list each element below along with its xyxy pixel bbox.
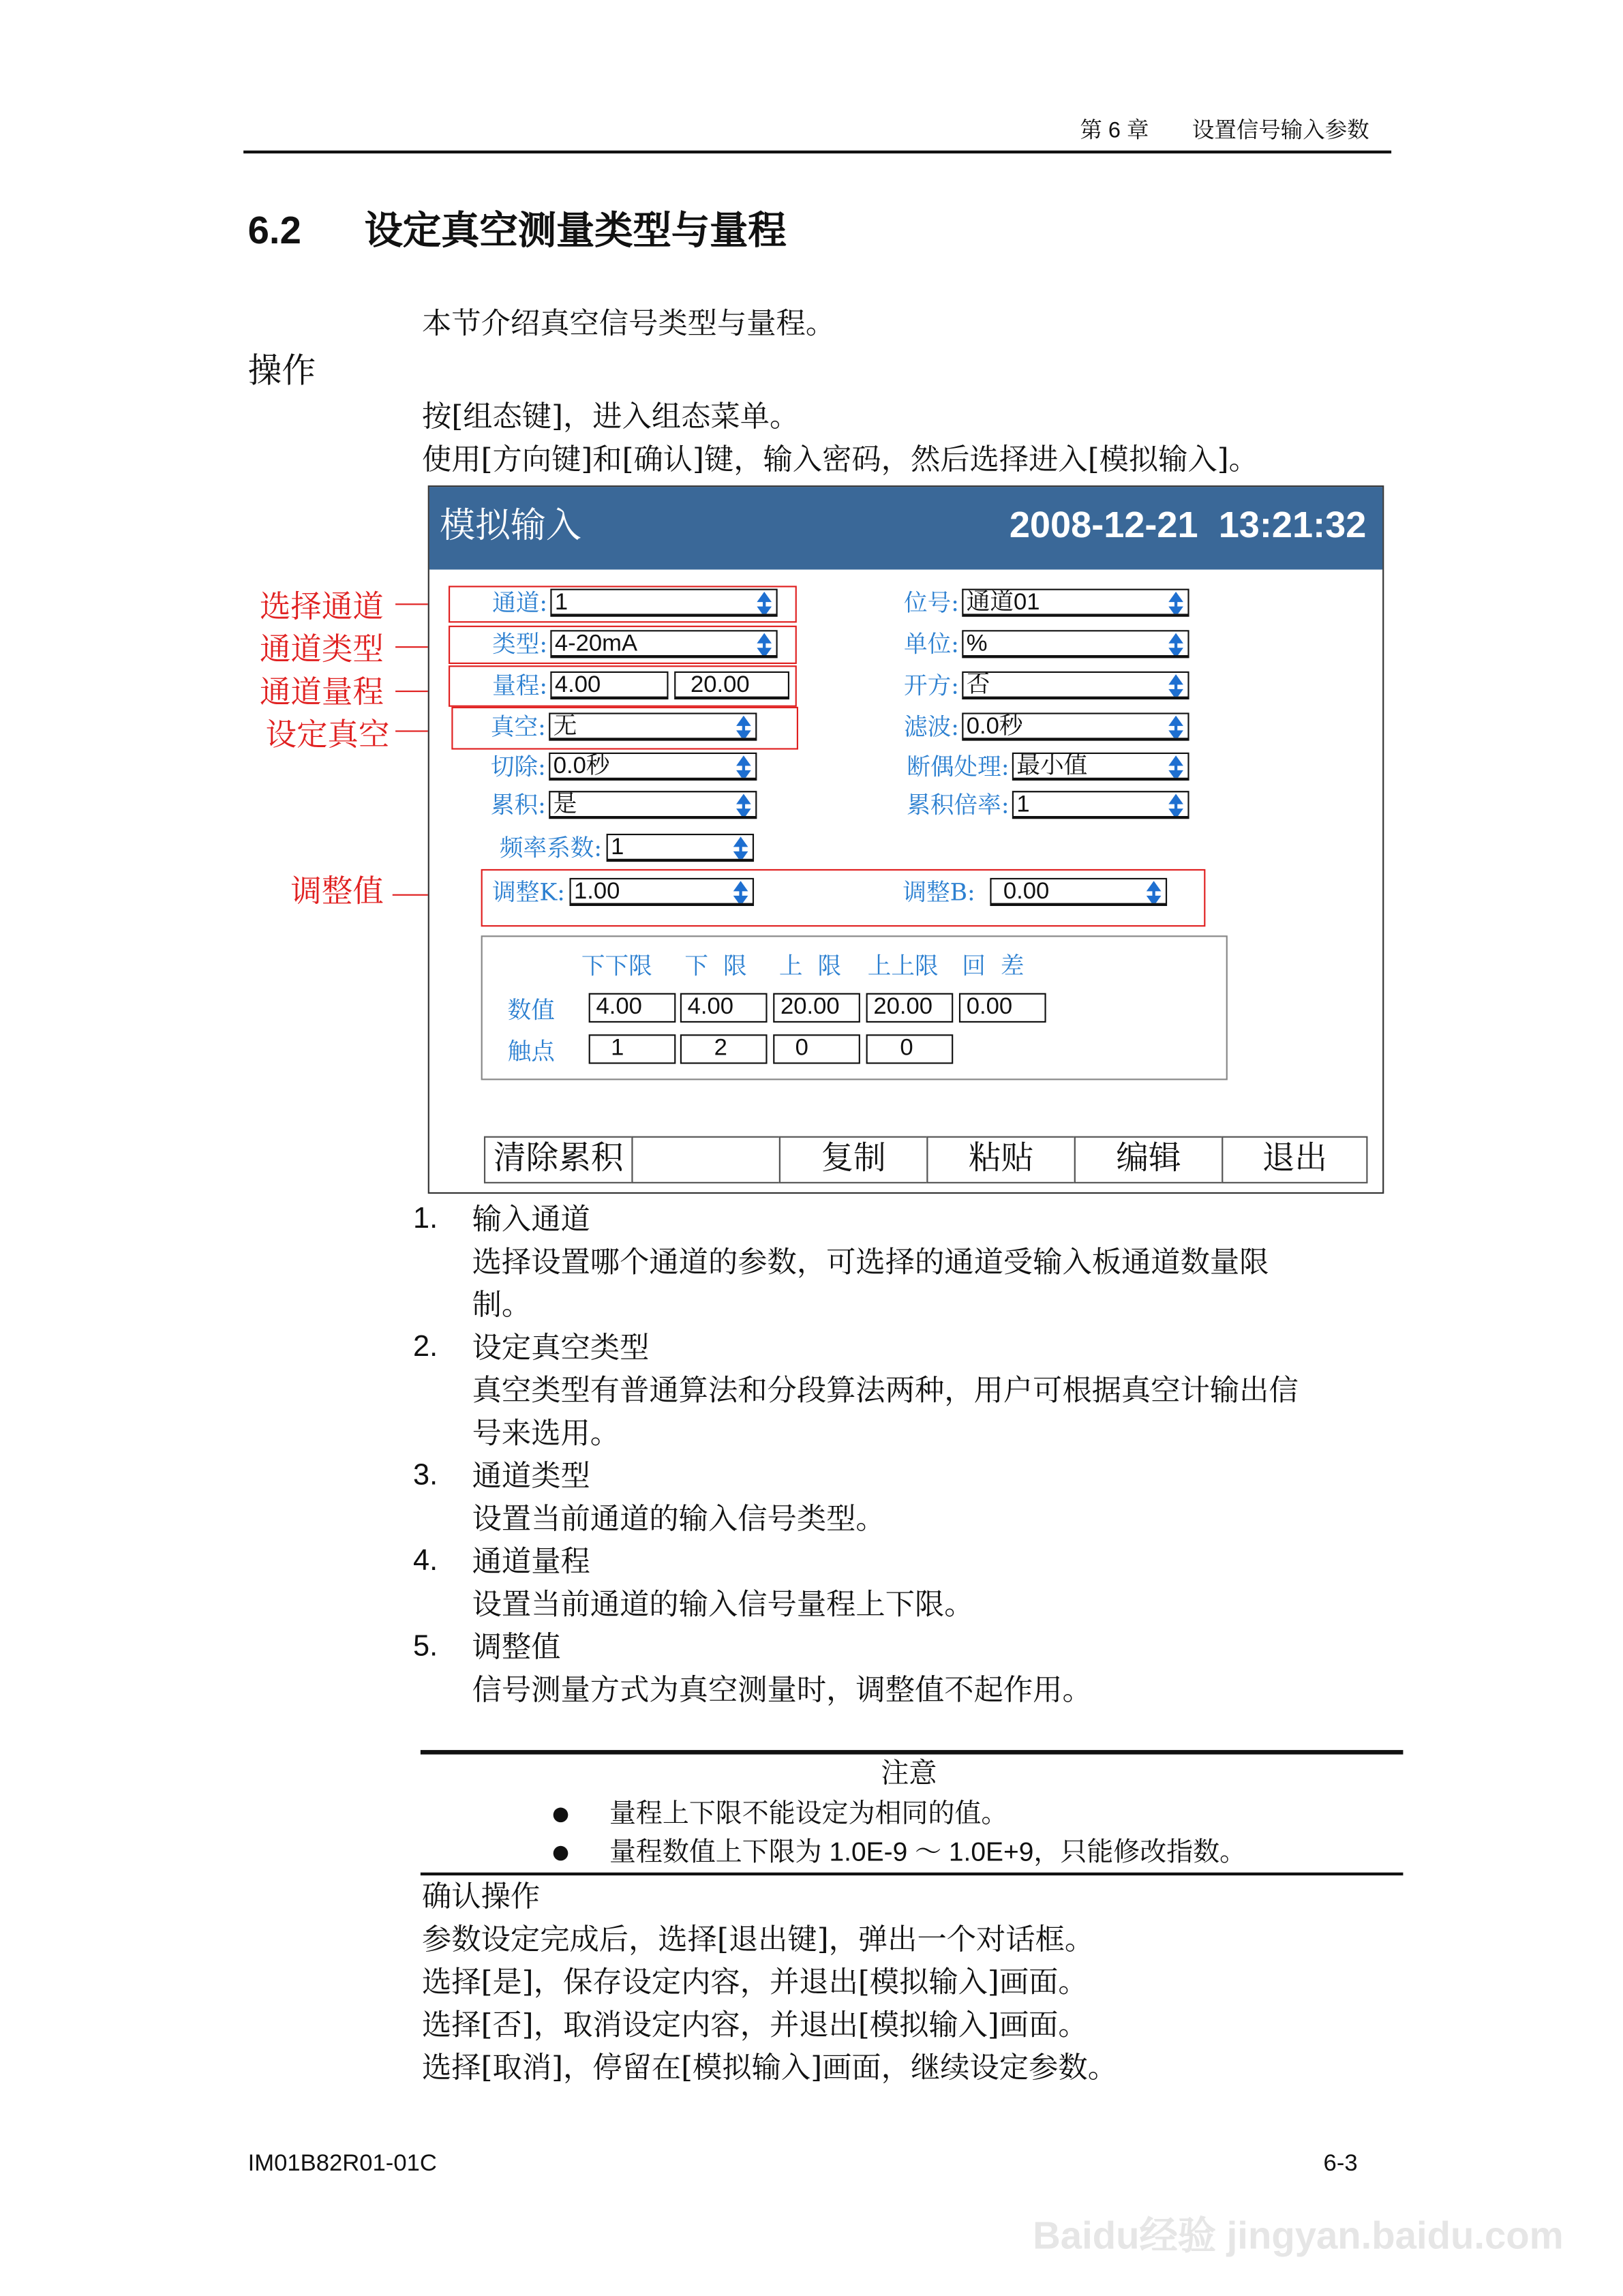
spinner-arrows-icon[interactable] — [1167, 714, 1185, 741]
annotation-channel-range: 通道量程 — [259, 674, 384, 710]
screen-title-bar — [429, 487, 1382, 569]
highlight-box — [449, 626, 797, 664]
watermark: Baidu经验 jingyan.baidu.com — [1033, 2213, 1564, 2258]
alarm-contact-input[interactable]: 0 — [773, 1034, 860, 1063]
field-value: 是 — [553, 792, 577, 818]
field-value: 通道01 — [966, 590, 1040, 616]
list-description: 设置当前通道的输入信号量程上下限。 — [472, 1586, 974, 1622]
spinner-arrows-icon[interactable] — [1167, 590, 1185, 617]
spinner-arrows-icon[interactable] — [735, 792, 753, 819]
list-title: 通道量程 — [472, 1543, 590, 1580]
step-text: 按[组态键]，进入组态菜单。 — [422, 398, 800, 434]
field-label: 类型: — [492, 630, 548, 659]
alarm-contact-input[interactable]: 1 — [589, 1034, 676, 1063]
list-number: 5. — [413, 1630, 438, 1663]
note-top-rule — [421, 1750, 1404, 1754]
highlight-box — [449, 586, 797, 622]
field-value: 1 — [554, 590, 568, 616]
field-label: 位号: — [903, 588, 959, 617]
annotation-channel-type: 通道类型 — [259, 631, 384, 667]
page-title: 设定真空测量类型与量程 — [364, 208, 787, 253]
field-label: 通道: — [492, 588, 548, 617]
field-input[interactable] — [549, 753, 757, 781]
field-label: 开方: — [903, 671, 959, 699]
row-label-value: 数值 — [507, 996, 555, 1025]
note-bottom-rule — [421, 1873, 1404, 1875]
field-input[interactable] — [962, 589, 1189, 617]
list-description: 号来选用。 — [472, 1415, 620, 1451]
screen-title: 模拟输入 — [440, 504, 581, 546]
intro-text: 本节介绍真空信号类型与量程。 — [422, 305, 836, 341]
field-value: 20.00 — [690, 673, 750, 698]
softkey-button-6[interactable]: 退出 — [1222, 1136, 1367, 1183]
screen-datetime: 2008-12-21 13:21:32 — [1009, 504, 1367, 546]
annotation-vacuum: 设定真空 — [265, 716, 390, 753]
field-label: 累积倍率: — [907, 791, 1010, 819]
bullet-icon — [553, 1846, 568, 1861]
list-number: 3. — [413, 1459, 438, 1492]
list-title: 通道类型 — [472, 1457, 590, 1494]
spinner-arrows-icon[interactable] — [1167, 792, 1185, 819]
note-item: 量程上下限不能设定为相同的值。 — [609, 1798, 1008, 1828]
field-value: 1 — [1016, 792, 1030, 818]
alarm-value-input[interactable]: 0.00 — [959, 993, 1046, 1023]
field-value: 0.0秒 — [966, 714, 1023, 740]
field-value: 0.0秒 — [553, 754, 610, 779]
field-input[interactable] — [1012, 753, 1189, 781]
list-title: 设定真空类型 — [472, 1329, 650, 1365]
field-input[interactable] — [607, 834, 754, 862]
list-title: 调整值 — [472, 1629, 561, 1665]
field-value: % — [966, 631, 988, 657]
annotation-select-channel: 选择通道 — [259, 588, 384, 624]
field-value: 否 — [966, 673, 990, 698]
field-value: 最小值 — [1016, 754, 1088, 779]
list-description: 制。 — [472, 1286, 532, 1323]
list-description: 选择设置哪个通道的参数，可选择的通道受输入板通道数量限 — [472, 1243, 1269, 1280]
alarm-value-input[interactable]: 20.00 — [866, 993, 954, 1023]
annotation-adjust: 调整值 — [290, 873, 384, 909]
list-title: 输入通道 — [472, 1200, 590, 1237]
confirm-heading: 确认操作 — [422, 1881, 541, 1914]
list-number: 2. — [413, 1331, 438, 1363]
field-label: 单位: — [903, 630, 959, 659]
field-input[interactable] — [1012, 791, 1189, 819]
list-description: 设置当前通道的输入信号类型。 — [472, 1500, 885, 1537]
column-header: 上 限 — [778, 952, 842, 980]
alarm-settings-panel — [481, 935, 1228, 1080]
note-title: 注意 — [881, 1759, 937, 1790]
confirm-line: 选择[取消]，停留在[模拟输入]画面，继续设定参数。 — [422, 2049, 1117, 2085]
softkey-button-4[interactable]: 粘贴 — [926, 1136, 1076, 1183]
doc-id: IM01B82R01-01C — [247, 2151, 437, 2177]
field-input[interactable] — [962, 671, 1189, 699]
section-label: 设置信号输入参数 — [1192, 118, 1369, 143]
list-number: 1. — [413, 1203, 438, 1235]
column-header: 下下限 — [581, 952, 652, 980]
alarm-value-input[interactable]: 4.00 — [680, 993, 768, 1023]
field-value: 无 — [553, 714, 577, 740]
field-label: 量程: — [492, 671, 548, 699]
bullet-icon — [553, 1808, 568, 1823]
spinner-arrows-icon[interactable] — [1167, 673, 1185, 699]
highlight-box — [481, 869, 1206, 926]
list-description: 信号测量方式为真空测量时，调整值不起作用。 — [472, 1672, 1092, 1708]
spinner-arrows-icon[interactable] — [1167, 631, 1185, 658]
alarm-value-input[interactable]: 4.00 — [589, 993, 676, 1023]
confirm-line: 参数设定完成后，选择[退出键]，弹出一个对话框。 — [422, 1921, 1095, 1957]
field-label: 滤波: — [903, 712, 959, 741]
chapter-label: 第 6 章 — [1080, 118, 1149, 143]
row-label-contact: 触点 — [507, 1037, 555, 1066]
operation-heading: 操作 — [247, 351, 316, 390]
alarm-contact-input[interactable]: 2 — [680, 1034, 768, 1063]
field-input[interactable] — [962, 712, 1189, 740]
note-item: 量程数值上下限为 1.0E-9 ～ 1.0E+9，只能修改指数。 — [609, 1837, 1247, 1867]
field-value: 4-20mA — [554, 631, 638, 657]
confirm-line: 选择[否]，取消设定内容，并退出[模拟输入]画面。 — [422, 2006, 1088, 2042]
field-label: 调整B: — [902, 877, 975, 907]
field-value: 4.00 — [554, 673, 601, 698]
spinner-arrows-icon[interactable] — [735, 754, 753, 781]
header-rule — [243, 151, 1391, 153]
alarm-contact-input[interactable]: 0 — [866, 1034, 954, 1063]
softkey-button-1[interactable]: 清除累积 — [484, 1136, 633, 1183]
spinner-arrows-icon[interactable] — [732, 835, 750, 862]
highlight-box — [449, 665, 797, 707]
softkey-button-2[interactable] — [631, 1136, 780, 1183]
field-label: 断偶处理: — [907, 752, 1010, 781]
field-label: 频率系数: — [499, 833, 603, 862]
alarm-value-input[interactable]: 20.00 — [773, 993, 860, 1023]
softkey-button-3[interactable]: 复制 — [779, 1136, 928, 1183]
list-description: 真空类型有普通算法和分段算法两种，用户可根据真空计输出信 — [472, 1372, 1299, 1408]
page-number: 6-3 — [1323, 2151, 1358, 2177]
spinner-arrows-icon[interactable] — [1167, 754, 1185, 781]
analog-input-screen — [428, 485, 1384, 1194]
field-label: 调整K: — [492, 877, 566, 907]
softkey-button-5[interactable]: 编辑 — [1074, 1136, 1224, 1183]
step-text: 使用[方向键]和[确认]键，输入密码，然后选择进入[模拟输入]。 — [422, 441, 1258, 477]
field-input[interactable] — [549, 791, 757, 819]
field-value: 1 — [611, 835, 624, 860]
column-header: 下 限 — [684, 952, 747, 980]
field-label: 真空: — [490, 712, 546, 741]
field-input[interactable] — [962, 630, 1189, 658]
column-header: 回 差 — [962, 952, 1025, 980]
field-value: 0.00 — [1003, 879, 1050, 905]
section-number: 6.2 — [247, 208, 301, 253]
field-value: 1.00 — [573, 879, 620, 905]
confirm-line: 选择[是]，保存设定内容，并退出[模拟输入]画面。 — [422, 1963, 1088, 1999]
field-label: 切除: — [490, 752, 546, 781]
highlight-box — [451, 707, 798, 750]
list-number: 4. — [413, 1545, 438, 1577]
column-header: 上上限 — [867, 952, 939, 980]
field-label: 累积: — [490, 791, 546, 819]
